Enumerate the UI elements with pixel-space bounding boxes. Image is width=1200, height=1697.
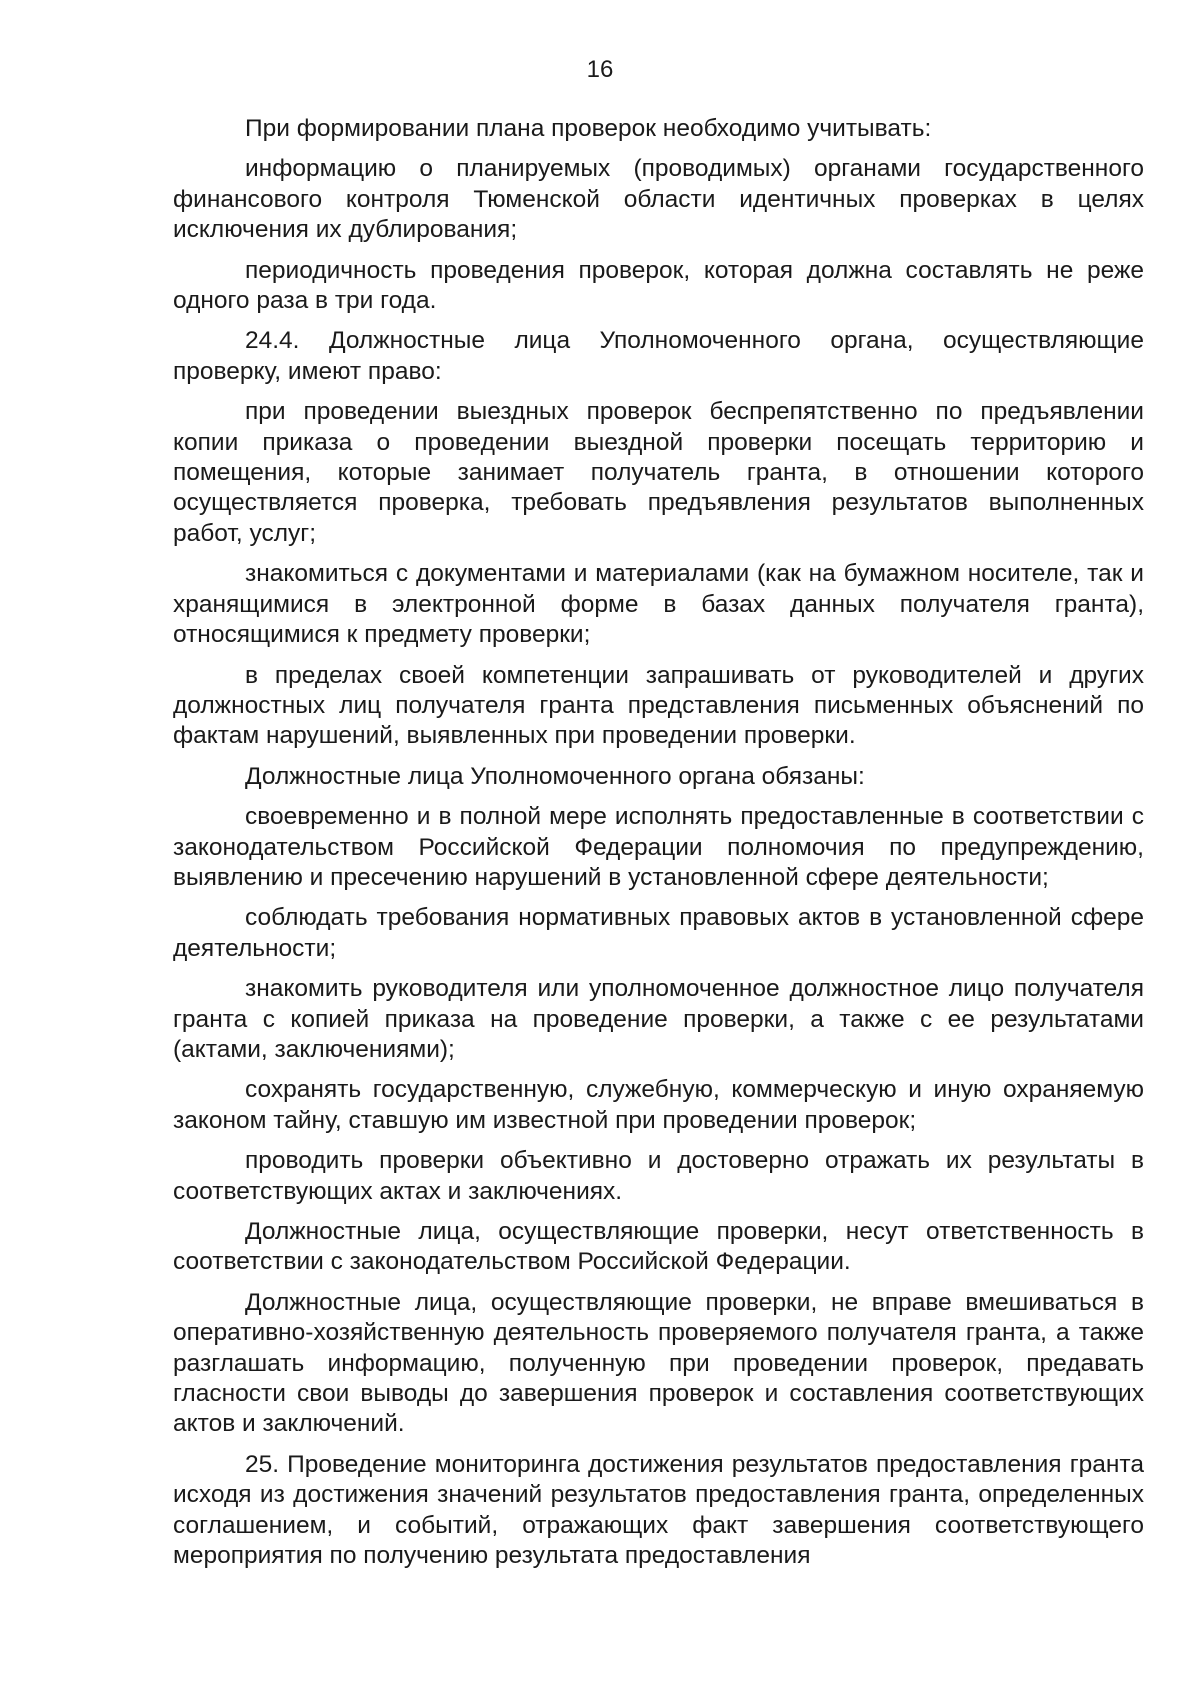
paragraph-duty-regulations: соблюдать требования нормативных правовых актов в установленной сфере деятельности;	[173, 904, 1144, 962]
paragraph-responsibility: Должностные лица, осуществляющие проверки, несут ответственность в соответствии с законодательством Российской Федерации.	[173, 1218, 1144, 1276]
paragraph-duty-acquaint: знакомить руководителя или уполномоченное должностное лицо получателя гранта с копией приказа на проведение проверки, а также с ее результатами (актами, заключениями);	[173, 975, 1144, 1063]
paragraph-duty-secrecy: сохранять государственную, служебную, коммерческую и иную охраняемую законом тайну, ставшую им известной при проведении проверок;	[173, 1076, 1144, 1134]
paragraph-duty-objective: проводить проверки объективно и достоверно отражать их результаты в соответствующих актах и заключениях.	[173, 1147, 1144, 1205]
paragraph-plan-periodicity: периодичность проведения проверок, которая должна составлять не реже одного раза в три года.	[173, 256, 1144, 315]
paragraph-right-request: в пределах своей компетенции запрашивать от руководителей и других должностных лиц получателя гранта представления письменных объяснений по фактам нарушений, выявленных при проведении проверки.	[173, 661, 1144, 750]
page-number: 16	[586, 56, 614, 83]
paragraph-duty-powers: своевременно и в полной мере исполнять предоставленные в соответствии с законодательством Российской Федерации полномочия по предупреждению, выявлению и пресечению нарушений в установленной сфере деятельности;	[173, 803, 1144, 891]
paragraph-right-visit: при проведении выездных проверок беспрепятственно по предъявлении копии приказа о проведении выездной проверки посещать территорию и помещения, которые занимает получатель гранта, в отношении которого осуществляется проверка, требовать предъявления результатов выполненных работ, услуг;	[173, 398, 1144, 547]
paragraph-plan-info: информацию о планируемых (проводимых) органами государственного финансового контроля Тюменской области идентичных проверках в целях исключения их дублирования;	[173, 155, 1144, 244]
paragraph-duties-intro: Должностные лица Уполномоченного органа обязаны:	[245, 762, 865, 790]
paragraph-24-4-rights: 24.4. Должностные лица Уполномоченного органа, осуществляющие проверку, имеют право:	[173, 327, 1144, 385]
paragraph-right-documents: знакомиться с документами и материалами (как на бумажном носителе, так и хранящимися в электронной форме в базах данных получателя гранта), относящимися к предмету проверки;	[173, 560, 1144, 649]
document-body	[173, 114, 1144, 1581]
paragraph-non-interference: Должностные лица, осуществляющие проверки, не вправе вмешиваться в оперативно-хозяйственную деятельность проверяемого получателя гранта, а также разглашать информацию, полученную при проведении проверок, предавать гласности свои выводы до завершения проверок и составления соответствующих актов и заключений.	[173, 1288, 1144, 1438]
paragraph-plan-intro: При формировании плана проверок необходимо учитывать:	[245, 115, 932, 142]
paragraph-25-monitoring: 25. Проведение мониторинга достижения результатов предоставления гранта исходя из достижения значений результатов предоставления гранта, определенных соглашением, и событий, отражающих факт завершения соответствующего мероприятия по получению результата предоставления	[173, 1450, 1144, 1570]
